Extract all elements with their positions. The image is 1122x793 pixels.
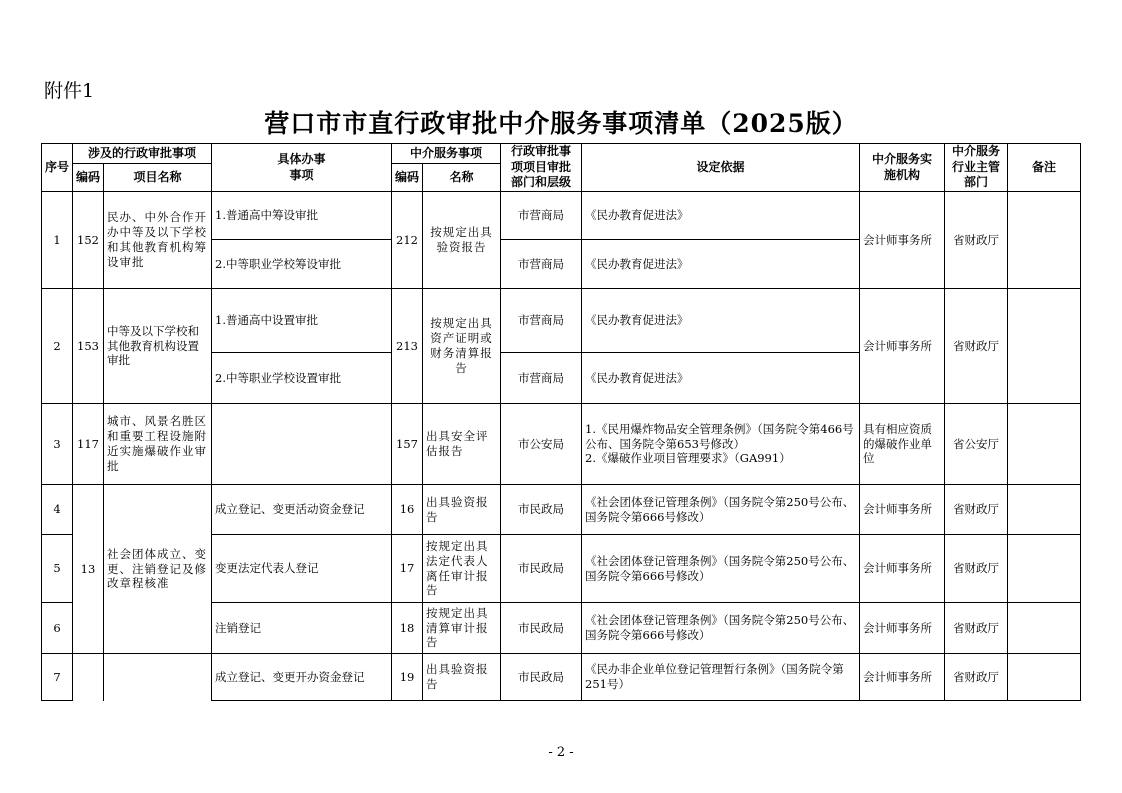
approval-name-cell [104,654,212,701]
header-specific-item-line1: 具体办事 [277,151,326,166]
header-dept-line1: 行政审批事 [511,144,572,159]
seq-cell: 5 [42,535,73,603]
agency-cell: 会计师事务所 [860,535,945,603]
approval-name-cell: 中等及以下学校和其他教育机构设置审批 [104,289,212,404]
basis-cell [582,404,860,485]
specific-item-cell: 注销登记 [212,603,392,654]
service-name-cell: 按规定出具验资报告 [423,192,501,289]
service-code-cell: 157 [392,404,423,485]
seq-cell: 3 [42,404,73,485]
dept-cell: 市营商局 [501,192,582,240]
approval-code-cell: 13 [73,485,104,654]
header-approval-group: 涉及的行政审批事项 [73,144,212,164]
header-supervisor-line1: 中介服务 [952,144,1001,159]
dept-cell: 市营商局 [501,353,582,404]
seq-cell: 7 [42,654,73,701]
service-name-cell: 出具安全评估报告 [423,404,501,485]
basis-cell: 《民办教育促进法》 [582,240,860,289]
agency-cell: 会计师事务所 [860,654,945,701]
service-code-cell: 16 [392,485,423,535]
table-row [42,192,1081,240]
header-approval-code: 编码 [73,164,104,192]
specific-item-cell: 变更法定代表人登记 [212,535,392,603]
basis-line-1: 1.《民用爆炸物品安全管理条例》（国务院令第466号公布、国务院令第653号修改） [585,421,854,451]
seq-cell: 6 [42,603,73,654]
service-code-cell: 213 [392,289,423,404]
agency-cell: 会计师事务所 [860,603,945,654]
header-agency [860,144,945,192]
seq-cell: 4 [42,485,73,535]
approval-name-cell: 社会团体成立、变更、注销登记及修改章程核准 [104,485,212,654]
header-agency-line2: 施机构 [884,167,921,182]
remark-cell [1008,485,1081,535]
service-name-cell: 按规定出具资产证明或财务清算报告 [423,289,501,404]
header-dept [501,144,582,192]
supervisor-cell: 省财政厅 [945,654,1008,701]
remark-cell [1008,289,1081,404]
dept-cell: 市民政局 [501,603,582,654]
approval-code-cell: 117 [73,404,104,485]
table-row [42,289,1081,353]
seq-cell: 1 [42,192,73,289]
approval-code-cell: 153 [73,289,104,404]
specific-item-cell: 成立登记、变更开办资金登记 [212,654,392,701]
dept-cell: 市公安局 [501,404,582,485]
approval-name-cell: 民办、中外合作开办中等及以下学校和其他教育机构筹设审批 [104,192,212,289]
remark-cell [1008,192,1081,289]
basis-cell: 《社会团体登记管理条例》（国务院令第250号公布、国务院令第666号修改） [582,603,860,654]
table-row [42,485,1081,535]
supervisor-cell: 省财政厅 [945,289,1008,404]
supervisor-cell: 省公安厅 [945,404,1008,485]
document-title: 营口市市直行政审批中介服务事项清单（2025版） [264,109,858,138]
specific-item-cell: 2.中等职业学校筹设审批 [212,240,392,289]
basis-cell: 《民办教育促进法》 [582,353,860,404]
specific-item-cell: 1.普通高中筹设审批 [212,192,392,240]
service-code-cell: 18 [392,603,423,654]
header-basis: 设定依据 [582,144,860,192]
remark-cell [1008,603,1081,654]
header-supervisor-line2: 行业主管 [952,159,1001,174]
dept-cell: 市民政局 [501,535,582,603]
supervisor-cell: 省财政厅 [945,603,1008,654]
basis-cell: 《社会团体登记管理条例》（国务院令第250号公布、国务院令第666号修改） [582,535,860,603]
agency-cell: 会计师事务所 [860,192,945,289]
approval-code-cell [73,654,104,701]
service-name-cell: 出具验资报告 [423,654,501,701]
supervisor-cell: 省财政厅 [945,485,1008,535]
dept-cell: 市民政局 [501,654,582,701]
agency-cell: 具有相应资质的爆破作业单位 [860,404,945,485]
header-agency-line1: 中介服务实 [872,151,933,166]
agency-cell: 会计师事务所 [860,485,945,535]
header-specific-item [212,144,392,192]
header-remark: 备注 [1008,144,1081,192]
remark-cell [1008,535,1081,603]
header-specific-item-line2: 事项 [289,167,314,182]
table-header-row [42,144,1081,164]
service-code-cell: 17 [392,535,423,603]
basis-cell: 《民办教育促进法》 [582,192,860,240]
agency-cell: 会计师事务所 [860,289,945,404]
remark-cell [1008,404,1081,485]
service-name-cell: 出具验资报告 [423,485,501,535]
dept-cell: 市营商局 [501,240,582,289]
service-items-table [41,143,1081,701]
seq-cell: 2 [42,289,73,404]
service-code-cell: 19 [392,654,423,701]
page-number: - 2 - [548,745,574,760]
header-dept-line3: 部门和层级 [511,175,572,190]
specific-item-cell: 2.中等职业学校设置审批 [212,353,392,404]
header-approval-name: 项目名称 [104,164,212,192]
dept-cell: 市营商局 [501,289,582,353]
remark-cell [1008,654,1081,701]
header-service-name: 名称 [423,164,501,192]
approval-name-cell: 城市、风景名胜区和重要工程设施附近实施爆破作业审批 [104,404,212,485]
basis-cell: 《社会团体登记管理条例》（国务院令第250号公布、国务院令第666号修改） [582,485,860,535]
header-supervisor-line3: 部门 [964,175,989,190]
supervisor-cell: 省财政厅 [945,192,1008,289]
specific-item-cell: 成立登记、变更活动资金登记 [212,485,392,535]
header-service-code: 编码 [392,164,423,192]
service-code-cell: 212 [392,192,423,289]
header-seq: 序号 [42,144,73,192]
dept-cell: 市民政局 [501,485,582,535]
header-dept-line2: 项项目审批 [511,159,572,174]
basis-cell: 《民办教育促进法》 [582,289,860,353]
table-row [42,654,1081,701]
supervisor-cell: 省财政厅 [945,535,1008,603]
header-supervisor [945,144,1008,192]
header-service-group: 中介服务事项 [392,144,501,164]
approval-code-cell: 152 [73,192,104,289]
service-name-cell: 按规定出具法定代表人离任审计报告 [423,535,501,603]
attachment-label: 附件1 [44,80,95,102]
basis-line-2: 2.《爆破作业项目管理要求》（GA991） [585,451,791,466]
basis-cell: 《民办非企业单位登记管理暂行条例》（国务院令第251号） [582,654,860,701]
table-row [42,404,1081,485]
specific-item-cell: 1.普通高中设置审批 [212,289,392,353]
specific-item-cell [212,404,392,485]
service-name-cell: 按规定出具清算审计报告 [423,603,501,654]
